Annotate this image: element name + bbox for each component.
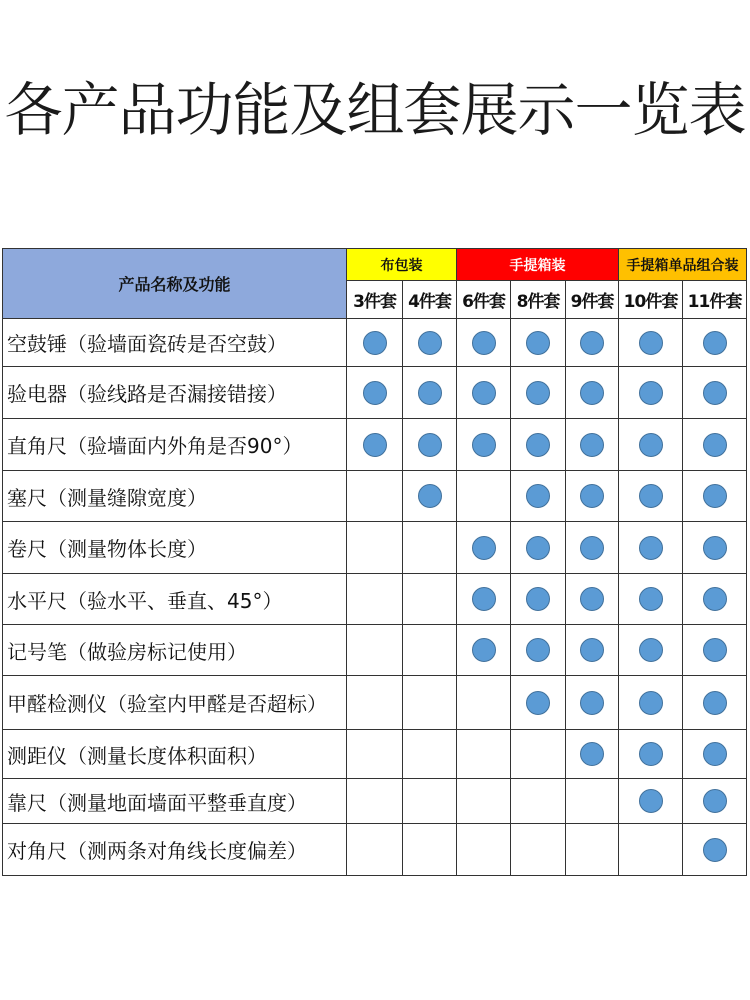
- inclusion-cell: [347, 574, 403, 625]
- included-dot-icon: [703, 484, 727, 508]
- inclusion-cell: [457, 319, 511, 367]
- product-function-cell: 卷尺（测量物体长度）: [3, 522, 347, 574]
- inclusion-cell: [347, 676, 403, 730]
- inclusion-cell: [347, 824, 403, 876]
- included-dot-icon: [526, 638, 550, 662]
- set-size-header: 9件套: [566, 281, 619, 319]
- included-dot-icon: [580, 484, 604, 508]
- included-dot-icon: [472, 536, 496, 560]
- table-row: [3, 676, 747, 730]
- inclusion-cell: [403, 471, 457, 522]
- inclusion-cell: [683, 730, 747, 779]
- inclusion-cell: [619, 471, 683, 522]
- included-dot-icon: [580, 638, 604, 662]
- inclusion-cell: [566, 419, 619, 471]
- inclusion-cell: [457, 779, 511, 824]
- inclusion-cell: [683, 574, 747, 625]
- included-dot-icon: [639, 789, 663, 813]
- inclusion-cell: [403, 367, 457, 419]
- inclusion-cell: [511, 824, 566, 876]
- inclusion-cell: [566, 824, 619, 876]
- table-row: [3, 625, 747, 676]
- inclusion-cell: [511, 625, 566, 676]
- included-dot-icon: [418, 381, 442, 405]
- inclusion-cell: [347, 625, 403, 676]
- inclusion-cell: [566, 471, 619, 522]
- included-dot-icon: [526, 433, 550, 457]
- included-dot-icon: [703, 789, 727, 813]
- inclusion-cell: [683, 625, 747, 676]
- included-dot-icon: [472, 638, 496, 662]
- inclusion-cell: [566, 574, 619, 625]
- product-function-cell: 直角尺（验墙面内外角是否90°）: [3, 419, 347, 471]
- inclusion-cell: [403, 319, 457, 367]
- inclusion-cell: [457, 471, 511, 522]
- inclusion-cell: [511, 779, 566, 824]
- included-dot-icon: [639, 484, 663, 508]
- table-row: [3, 419, 747, 471]
- table-row: [3, 319, 747, 367]
- inclusion-cell: [511, 522, 566, 574]
- inclusion-cell: [347, 522, 403, 574]
- included-dot-icon: [526, 536, 550, 560]
- inclusion-cell: [457, 824, 511, 876]
- table-row: [3, 471, 747, 522]
- included-dot-icon: [418, 331, 442, 355]
- product-function-cell: 记号笔（做验房标记使用）: [3, 625, 347, 676]
- included-dot-icon: [639, 587, 663, 611]
- package-group-header: 布包装: [347, 249, 457, 281]
- included-dot-icon: [703, 381, 727, 405]
- inclusion-cell: [403, 676, 457, 730]
- included-dot-icon: [418, 433, 442, 457]
- included-dot-icon: [580, 587, 604, 611]
- inclusion-cell: [403, 730, 457, 779]
- inclusion-cell: [619, 676, 683, 730]
- package-group-header: 手提箱装: [457, 249, 619, 281]
- inclusion-cell: [566, 367, 619, 419]
- included-dot-icon: [363, 433, 387, 457]
- inclusion-cell: [683, 319, 747, 367]
- inclusion-cell: [566, 319, 619, 367]
- included-dot-icon: [639, 638, 663, 662]
- included-dot-icon: [418, 484, 442, 508]
- inclusion-cell: [566, 676, 619, 730]
- inclusion-cell: [403, 625, 457, 676]
- product-function-cell: 测距仪（测量长度体积面积）: [3, 730, 347, 779]
- inclusion-cell: [619, 779, 683, 824]
- table-row: [3, 574, 747, 625]
- inclusion-cell: [347, 367, 403, 419]
- inclusion-cell: [403, 824, 457, 876]
- product-function-cell: 塞尺（测量缝隙宽度）: [3, 471, 347, 522]
- inclusion-cell: [457, 574, 511, 625]
- inclusion-cell: [511, 367, 566, 419]
- table-header: [3, 249, 747, 319]
- included-dot-icon: [580, 691, 604, 715]
- included-dot-icon: [526, 331, 550, 355]
- product-function-cell: 验电器（验线路是否漏接错接）: [3, 367, 347, 419]
- inclusion-cell: [683, 471, 747, 522]
- inclusion-cell: [619, 574, 683, 625]
- included-dot-icon: [363, 381, 387, 405]
- inclusion-cell: [403, 574, 457, 625]
- inclusion-cell: [511, 676, 566, 730]
- product-function-cell: 空鼓锤（验墙面瓷砖是否空鼓）: [3, 319, 347, 367]
- inclusion-cell: [619, 522, 683, 574]
- included-dot-icon: [472, 587, 496, 611]
- package-group-row: [3, 249, 747, 281]
- inclusion-cell: [619, 367, 683, 419]
- inclusion-cell: [683, 824, 747, 876]
- inclusion-cell: [347, 471, 403, 522]
- inclusion-cell: [619, 824, 683, 876]
- inclusion-cell: [347, 419, 403, 471]
- table-row: [3, 824, 747, 876]
- inclusion-cell: [457, 419, 511, 471]
- included-dot-icon: [639, 433, 663, 457]
- page-title: 各产品功能及组套展示一览表: [4, 76, 746, 144]
- inclusion-cell: [683, 522, 747, 574]
- inclusion-cell: [566, 779, 619, 824]
- included-dot-icon: [703, 433, 727, 457]
- inclusion-cell: [457, 676, 511, 730]
- included-dot-icon: [639, 691, 663, 715]
- inclusion-cell: [683, 676, 747, 730]
- inclusion-cell: [566, 625, 619, 676]
- inclusion-cell: [566, 522, 619, 574]
- included-dot-icon: [526, 691, 550, 715]
- inclusion-cell: [619, 625, 683, 676]
- inclusion-cell: [683, 367, 747, 419]
- product-function-cell: 甲醛检测仪（验室内甲醛是否超标）: [3, 676, 347, 730]
- product-function-cell: 对角尺（测两条对角线长度偏差）: [3, 824, 347, 876]
- included-dot-icon: [703, 331, 727, 355]
- included-dot-icon: [472, 433, 496, 457]
- included-dot-icon: [703, 587, 727, 611]
- included-dot-icon: [703, 838, 727, 862]
- inclusion-cell: [619, 319, 683, 367]
- included-dot-icon: [580, 536, 604, 560]
- set-size-header: 10件套: [619, 281, 683, 319]
- included-dot-icon: [580, 381, 604, 405]
- included-dot-icon: [580, 331, 604, 355]
- inclusion-cell: [347, 319, 403, 367]
- table-body: [3, 319, 747, 876]
- included-dot-icon: [580, 742, 604, 766]
- inclusion-cell: [457, 522, 511, 574]
- included-dot-icon: [472, 381, 496, 405]
- inclusion-cell: [683, 779, 747, 824]
- included-dot-icon: [703, 742, 727, 766]
- set-size-header: 6件套: [457, 281, 511, 319]
- set-size-header: 3件套: [347, 281, 403, 319]
- inclusion-cell: [511, 471, 566, 522]
- set-size-header: 11件套: [683, 281, 747, 319]
- package-group-header: 手提箱单品组合装: [619, 249, 747, 281]
- included-dot-icon: [639, 381, 663, 405]
- inclusion-cell: [347, 730, 403, 779]
- included-dot-icon: [639, 536, 663, 560]
- inclusion-cell: [457, 730, 511, 779]
- inclusion-cell: [511, 574, 566, 625]
- set-size-header: 4件套: [403, 281, 457, 319]
- included-dot-icon: [639, 742, 663, 766]
- table-row: [3, 730, 747, 779]
- inclusion-cell: [457, 625, 511, 676]
- inclusion-cell: [403, 779, 457, 824]
- included-dot-icon: [639, 331, 663, 355]
- inclusion-cell: [511, 730, 566, 779]
- product-function-cell: 靠尺（测量地面墙面平整垂直度）: [3, 779, 347, 824]
- inclusion-cell: [347, 779, 403, 824]
- set-size-header: 8件套: [511, 281, 566, 319]
- table-row: [3, 779, 747, 824]
- inclusion-cell: [566, 730, 619, 779]
- included-dot-icon: [472, 331, 496, 355]
- inclusion-cell: [619, 419, 683, 471]
- inclusion-cell: [403, 522, 457, 574]
- table-row: [3, 522, 747, 574]
- included-dot-icon: [703, 536, 727, 560]
- included-dot-icon: [526, 381, 550, 405]
- included-dot-icon: [526, 587, 550, 611]
- included-dot-icon: [703, 638, 727, 662]
- inclusion-cell: [457, 367, 511, 419]
- product-function-cell: 水平尺（验水平、垂直、45°）: [3, 574, 347, 625]
- inclusion-cell: [403, 419, 457, 471]
- inclusion-cell: [511, 419, 566, 471]
- included-dot-icon: [580, 433, 604, 457]
- included-dot-icon: [703, 691, 727, 715]
- included-dot-icon: [363, 331, 387, 355]
- function-column-header: 产品名称及功能: [3, 249, 347, 319]
- inclusion-cell: [511, 319, 566, 367]
- inclusion-cell: [683, 419, 747, 471]
- included-dot-icon: [526, 484, 550, 508]
- product-set-table: [2, 248, 747, 876]
- inclusion-cell: [619, 730, 683, 779]
- table-row: [3, 367, 747, 419]
